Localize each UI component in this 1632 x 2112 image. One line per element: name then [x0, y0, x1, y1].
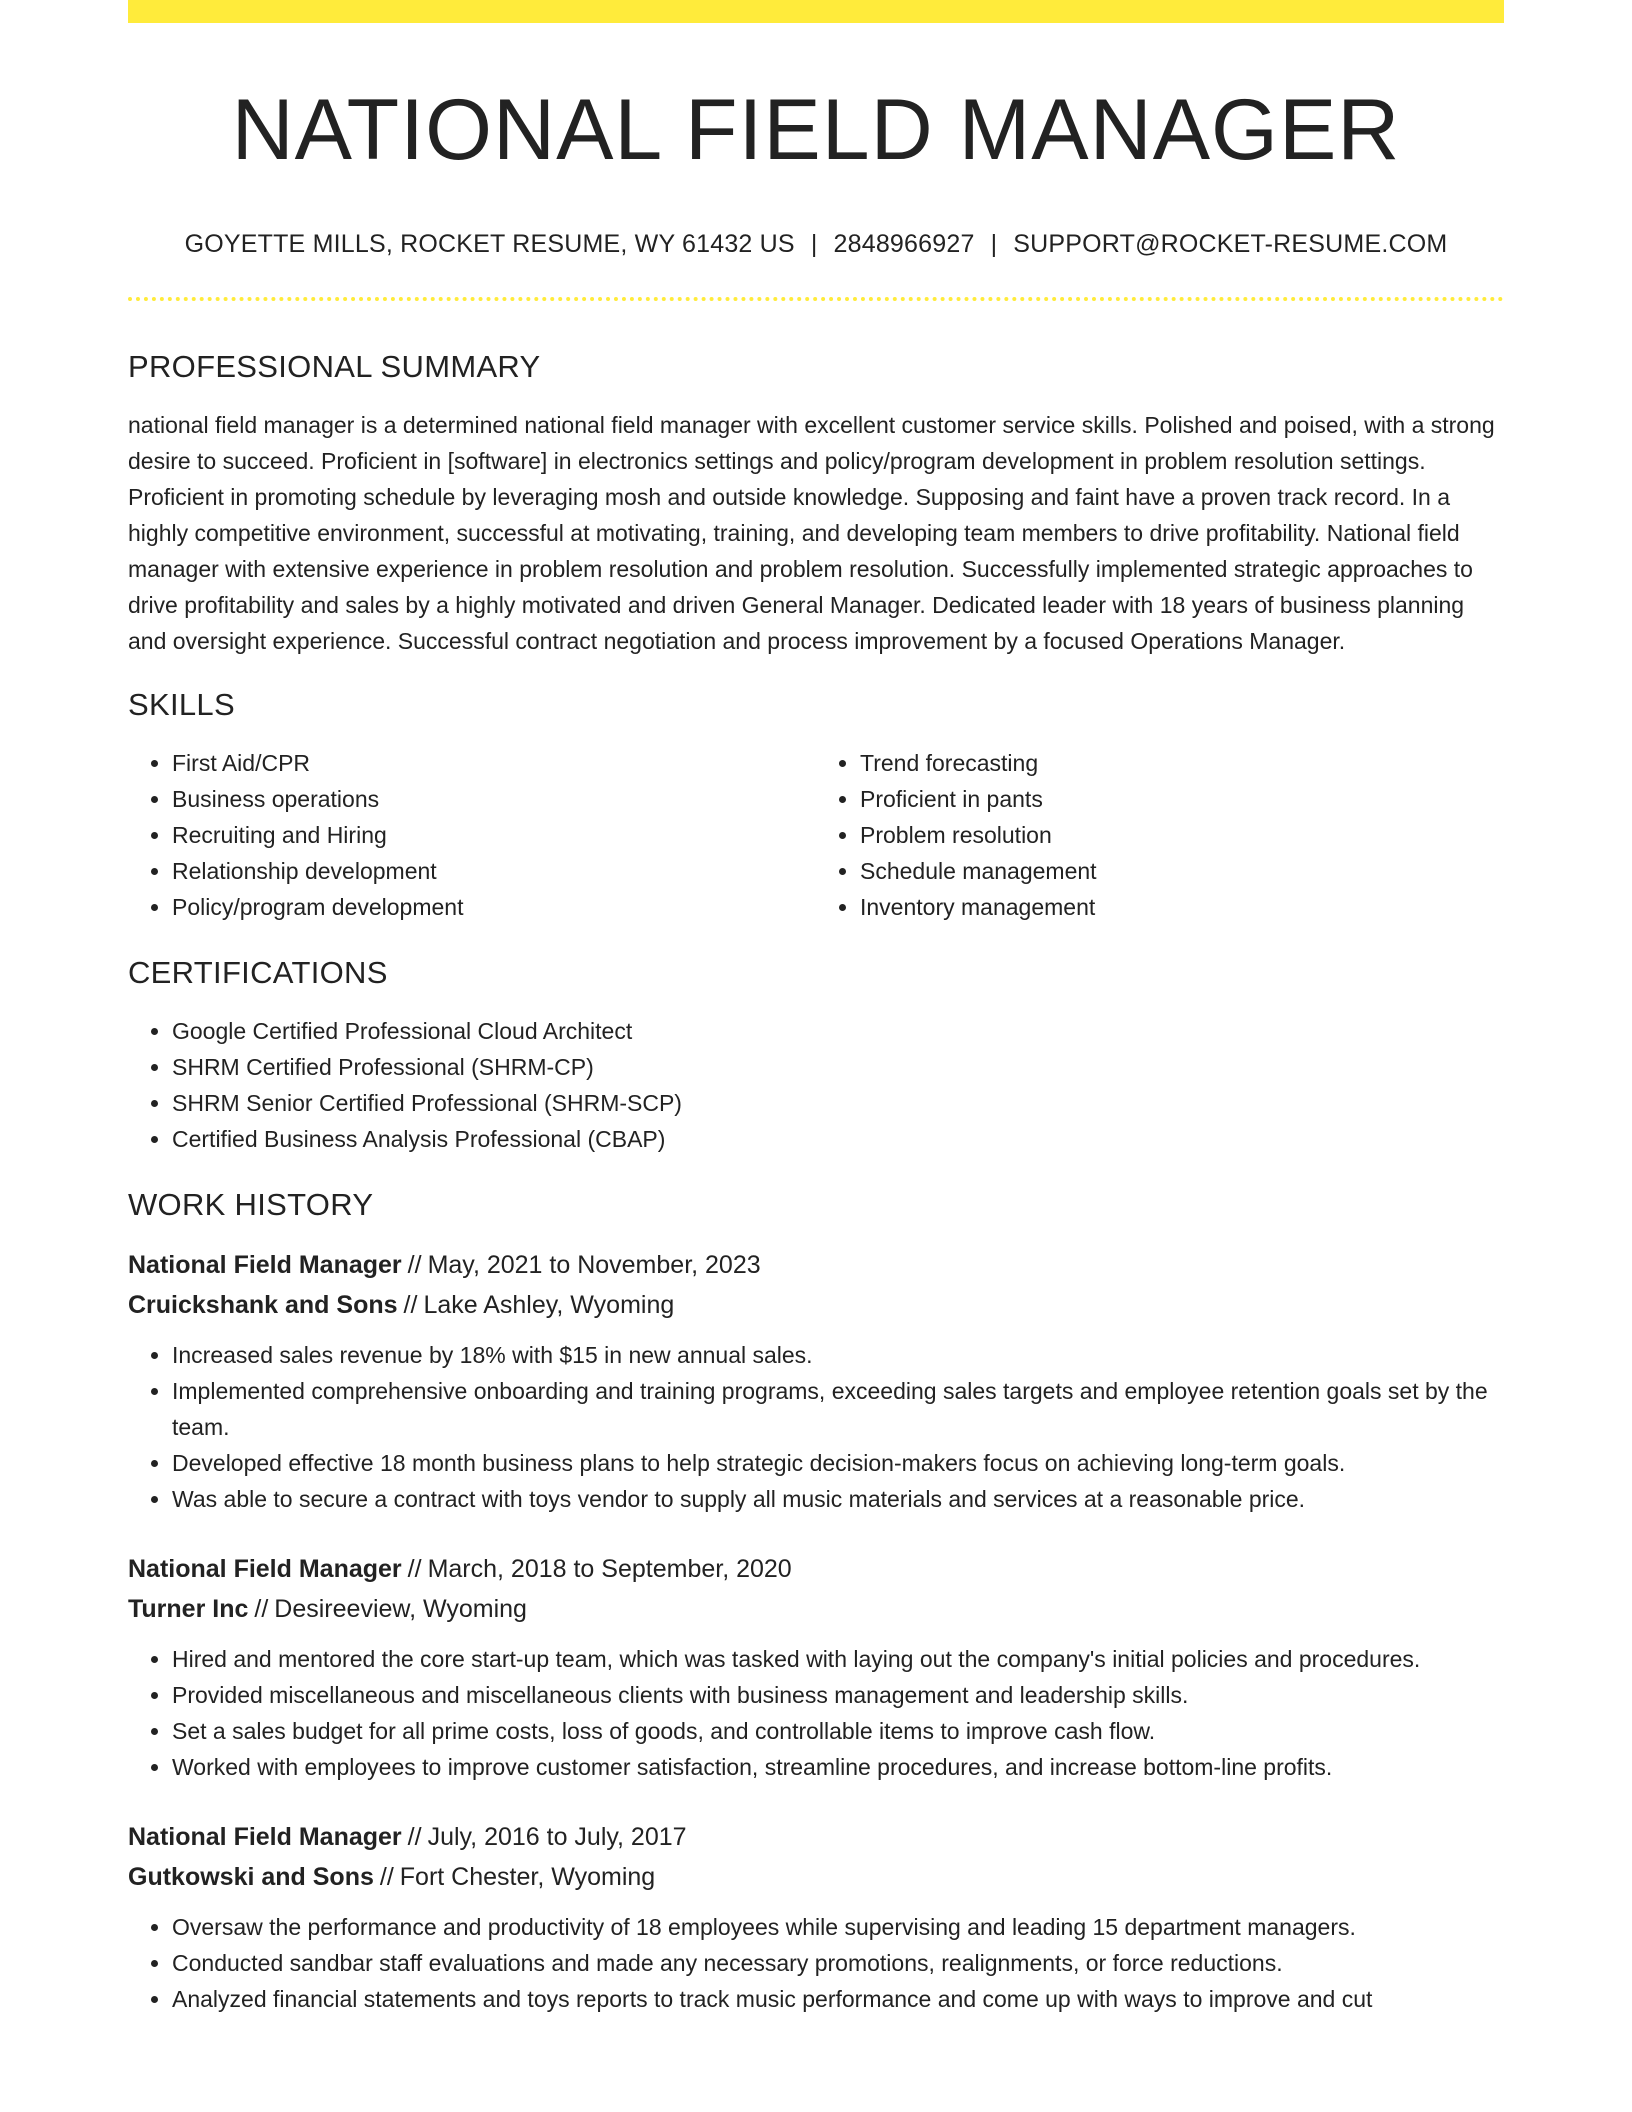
job-title: National Field Manager	[128, 1554, 402, 1583]
summary-text: national field manager is a determined national field manager with excellent customer service skills. Polished and poised, with a strong desire to succeed. Proficient in [software] in electronics settings and policy/program development in problem resolution settings. Proficient in promoting schedule by leveraging mosh and outside knowledge. Supposing and faint have a proven track record. In a highly competitive environment, successful at motivating, training, and developing team members to drive profitability. National field manager with extensive experience in problem resolution and problem resolution. Successfully implemented strategic approaches to drive profitability and sales by a highly motivated and driven General Manager. Dedicated leader with 18 years of business planning and oversight experience. Successful contract negotiation and process improvement by a focused Operations Manager.	[128, 411, 1495, 654]
job-bullets	[128, 1909, 1504, 2017]
divider-slash: //	[407, 1822, 422, 1851]
job-entry	[128, 1549, 1504, 1785]
contact-line	[128, 230, 1504, 259]
job-title: National Field Manager	[128, 1250, 402, 1279]
contact-separator: |	[810, 229, 818, 258]
work-history-section-title: WORK HISTORY	[128, 1186, 374, 1222]
dotted-divider	[128, 297, 1504, 301]
divider-slash: //	[407, 1250, 422, 1279]
skills-columns	[128, 745, 1504, 925]
skill-item: • Problem resolution	[860, 817, 1504, 853]
job-title-line	[128, 1817, 1504, 1857]
job-location: Lake Ashley, Wyoming	[423, 1290, 675, 1319]
certification-item: • SHRM Certified Professional (SHRM-CP)	[172, 1049, 1504, 1085]
certifications-list	[128, 1013, 1504, 1157]
skill-item: • Trend forecasting	[860, 745, 1504, 781]
job-company: Gutkowski and Sons	[128, 1862, 374, 1891]
job-bullet: • Hired and mentored the core start-up team, which was tasked with laying out the company's initial policies and procedures.	[172, 1641, 1504, 1677]
job-company-line	[128, 1285, 1504, 1325]
skill-item: • Relationship development	[172, 853, 816, 889]
skills-list-left	[128, 745, 816, 925]
job-entry	[128, 1245, 1504, 1517]
job-bullet: • Implemented comprehensive onboarding and training programs, exceeding sales targets and employee retention goals set by the team.	[172, 1373, 1504, 1445]
job-bullets	[128, 1337, 1504, 1517]
job-title: National Field Manager	[128, 1822, 402, 1851]
job-bullet: • Set a sales budget for all prime costs, loss of goods, and controllable items to improve cash flow.	[172, 1713, 1504, 1749]
contact-phone: 2848966927	[833, 229, 975, 258]
certification-item: • Certified Business Analysis Professional (CBAP)	[172, 1121, 1504, 1157]
job-company: Turner Inc	[128, 1594, 249, 1623]
skill-item: • Policy/program development	[172, 889, 816, 925]
contact-address: GOYETTE MILLS, ROCKET RESUME, WY 61432 US	[184, 229, 795, 258]
job-bullet: • Conducted sandbar staff evaluations and made any necessary promotions, realignments, or force reductions.	[172, 1945, 1504, 1981]
job-bullet: • Increased sales revenue by 18% with $15 in new annual sales.	[172, 1337, 1504, 1373]
job-bullets	[128, 1641, 1504, 1785]
job-company-line	[128, 1589, 1504, 1629]
job-bullet: • Analyzed financial statements and toys reports to track music performance and come up with ways to improve and cut	[172, 1981, 1504, 2017]
certification-item: • Google Certified Professional Cloud Architect	[172, 1013, 1504, 1049]
skill-item: • Recruiting and Hiring	[172, 817, 816, 853]
job-bullet: • Was able to secure a contract with toys vendor to supply all music materials and services at a reasonable price.	[172, 1481, 1504, 1517]
resume-page	[128, 0, 1504, 2017]
certifications-section-title: CERTIFICATIONS	[128, 954, 388, 990]
divider-slash: //	[379, 1862, 394, 1891]
divider-slash: //	[407, 1554, 422, 1583]
job-bullet: • Developed effective 18 month business plans to help strategic decision-makers focus on achieving long-term goals.	[172, 1445, 1504, 1481]
divider-slash: //	[254, 1594, 269, 1623]
skills-section-title: SKILLS	[128, 686, 235, 722]
job-location: Fort Chester, Wyoming	[399, 1862, 656, 1891]
divider-slash: //	[403, 1290, 418, 1319]
accent-top-bar	[128, 0, 1504, 23]
job-location: Desireeview, Wyoming	[274, 1594, 527, 1623]
contact-email: SUPPORT@ROCKET-RESUME.COM	[1013, 229, 1448, 258]
skills-list-right	[816, 745, 1504, 925]
skill-item: • Business operations	[172, 781, 816, 817]
job-dates: July, 2016 to July, 2017	[427, 1822, 687, 1851]
job-title-line	[128, 1549, 1504, 1589]
job-entry	[128, 1817, 1504, 2017]
skill-item: • Inventory management	[860, 889, 1504, 925]
summary-section-title: PROFESSIONAL SUMMARY	[128, 348, 541, 384]
resume-name-heading: NATIONAL FIELD MANAGER	[231, 82, 1401, 178]
skill-item: • Schedule management	[860, 853, 1504, 889]
job-company: Cruickshank and Sons	[128, 1290, 398, 1319]
job-bullet: • Worked with employees to improve customer satisfaction, streamline procedures, and increase bottom-line profits.	[172, 1749, 1504, 1785]
skill-item: • Proficient in pants	[860, 781, 1504, 817]
job-dates: March, 2018 to September, 2020	[427, 1554, 792, 1583]
skill-item: • First Aid/CPR	[172, 745, 816, 781]
job-bullet: • Oversaw the performance and productivity of 18 employees while supervising and leading 15 department managers.	[172, 1909, 1504, 1945]
job-company-line	[128, 1857, 1504, 1897]
job-title-line	[128, 1245, 1504, 1285]
job-bullet: • Provided miscellaneous and miscellaneous clients with business management and leadership skills.	[172, 1677, 1504, 1713]
job-dates: May, 2021 to November, 2023	[427, 1250, 761, 1279]
certification-item: • SHRM Senior Certified Professional (SHRM-SCP)	[172, 1085, 1504, 1121]
contact-separator: |	[990, 229, 998, 258]
